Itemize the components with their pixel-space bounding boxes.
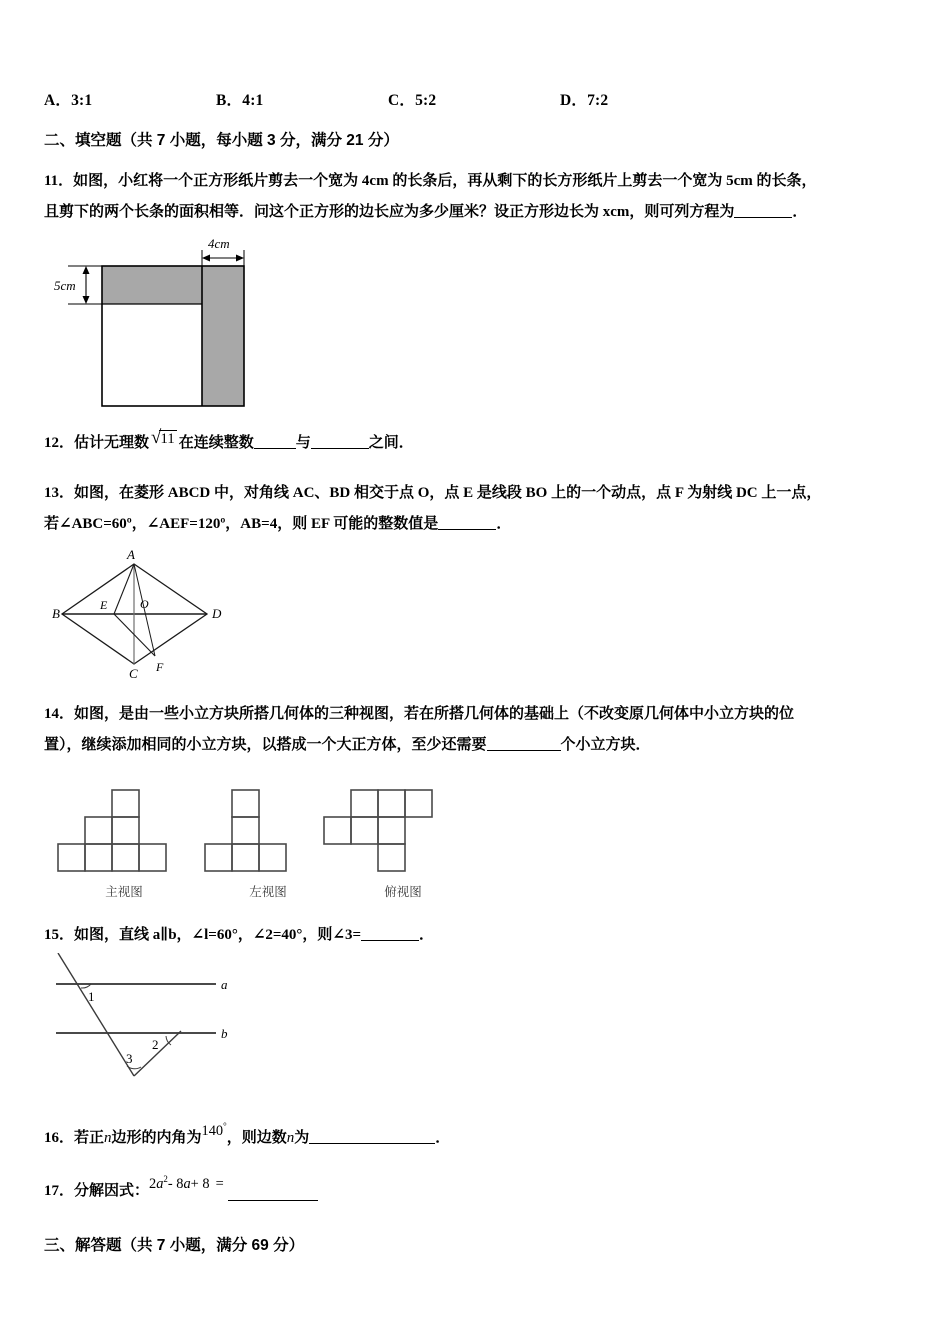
question-12-blank-2[interactable] [311, 433, 369, 448]
question-14-line-1: 14．如图，是由一些小立方块所搭几何体的三种视图，若在所搭几何体的基础上（不改变原几何体中小立方块的位 [44, 705, 795, 722]
line-label-a: a [221, 977, 228, 992]
question-12-mid: 在连续整数 [178, 434, 254, 451]
right-strip-shade [202, 266, 244, 406]
rhombus-diagram [52, 546, 302, 681]
vertex-label-c: C [129, 665, 138, 681]
expr-constant-term: + 8 [190, 1175, 210, 1192]
expr-exponent: 2 [163, 1173, 168, 1184]
question-15-answer-blank[interactable] [361, 926, 419, 941]
choice-row [44, 88, 916, 110]
choice-option-c[interactable]: C．5:2 [388, 92, 437, 109]
top-view-grid [324, 790, 432, 871]
question-13-line-1: 13．如图，在菱形 ABCD 中，对角线 AC、BD 相交于点 O，点 E 是线段 BO 上的一个动点，点 F 为射线 DC 上一点， [44, 485, 822, 502]
question-17-answer-blank[interactable] [228, 1183, 318, 1201]
expr-middle-term: - 8 [167, 1175, 184, 1192]
question-13-period: ． [496, 516, 512, 532]
angle-number: 140 [201, 1123, 224, 1139]
question-15-text: 15．如图，直线 a∥b，∠l=60°，∠2=40°，则∠3= [44, 927, 362, 944]
sqrt-symbol: √ [151, 426, 162, 448]
question-17 [44, 1170, 916, 1207]
choice-option-d[interactable]: D．7:2 [560, 92, 609, 109]
question-14 [44, 699, 916, 761]
vertex-label-b: B [52, 605, 60, 621]
question-16-suffix-b: 为 [294, 1130, 310, 1146]
parallel-lines-diagram [44, 953, 294, 1103]
question-16-variable-2: n [286, 1130, 295, 1146]
question-13 [44, 478, 916, 540]
question-15 [44, 920, 916, 951]
question-12-conjunction: 与 [295, 434, 311, 451]
question-16 [44, 1117, 916, 1154]
point-label-f: F [156, 659, 164, 674]
question-11-line-2-text: 且剪下的两个长条的面积相等．问这个正方形的边长应为多少厘米？设正方形边长为 xcm，则可列方程为 [44, 203, 735, 220]
sqrt-expression [151, 424, 177, 455]
angle-label-3: 3 [126, 1051, 133, 1066]
question-14-line-2-tail: 个小立方块． [560, 736, 651, 753]
question-15-figure [44, 953, 916, 1103]
square-strips-diagram [54, 238, 324, 418]
dim-arrowhead-left-top [202, 254, 210, 261]
caption-left-view: 左视图 [249, 885, 287, 900]
dim-arrowhead-bottom-left [83, 296, 90, 304]
caption-top-view: 俯视图 [384, 885, 422, 900]
question-14-line-2-text: 置），继续添加相同的小立方块，以搭成一个大正方体，至少还需要 [44, 736, 487, 753]
question-14-line-2 [44, 730, 916, 761]
question-11-line-1: 11．如图，小红将一个正方形纸片剪去一个宽为 4cm 的长条后，再从剩下的长方形纸片上剪去一个宽为 5cm 的长条， [44, 173, 817, 189]
vertex-label-a: A [127, 546, 135, 562]
question-11-line-2 [44, 197, 916, 228]
question-16-variable: n [104, 1130, 112, 1146]
left-view-grid [205, 790, 286, 871]
expr-coefficient: 2 [149, 1175, 157, 1192]
choice-option-a[interactable]: A．3:1 [44, 92, 93, 109]
section-header-fill-in-blank: 二、填空题（共 7 小题，每小题 3 分，满分 21 分） [44, 132, 399, 149]
question-13-line-2-text: 若∠ABC=60º，∠AEF=120º，AB=4，则 EF 可能的整数值是 [44, 516, 439, 532]
question-15-period: ． [419, 927, 435, 944]
question-12 [44, 424, 916, 459]
question-16-suffix-a: ，则边数 [226, 1130, 287, 1146]
question-13-figure [52, 546, 916, 681]
caption-front-view: 主视图 [105, 885, 143, 900]
dim-label-4cm: 4cm [208, 237, 230, 251]
expr-equals-sign: = [215, 1175, 224, 1192]
question-11 [44, 166, 916, 228]
question-17-prefix: 17．分解因式： [44, 1182, 150, 1199]
expr-variable-2: a [183, 1175, 191, 1192]
vertex-label-d: D [212, 605, 222, 621]
question-16-period: ． [435, 1130, 451, 1146]
question-16-mid: 边形的内角为 [111, 1130, 202, 1146]
point-label-e: E [100, 597, 108, 612]
expr-variable: a [156, 1175, 164, 1192]
sqrt-radicand: 11 [160, 430, 175, 447]
dim-label-5cm: 5cm [54, 277, 76, 293]
question-11-period: ． [792, 203, 808, 220]
front-view-grid [58, 790, 166, 871]
question-12-blank-1[interactable] [254, 433, 296, 448]
question-13-answer-blank[interactable] [438, 515, 496, 530]
question-14-figure [50, 770, 916, 900]
dim-arrowhead-right-top [236, 254, 244, 261]
question-12-prefix: 12．估计无理数 [44, 434, 150, 451]
dim-arrowhead-top-left [83, 266, 90, 274]
question-14-answer-blank[interactable] [487, 735, 561, 750]
question-11-answer-blank[interactable] [734, 203, 792, 218]
point-label-o: O [140, 596, 149, 611]
page-content [44, 88, 916, 1271]
choice-option-b[interactable]: B．4:1 [216, 92, 264, 109]
three-views-diagram [50, 770, 470, 880]
question-17-expression [149, 1170, 224, 1200]
question-16-angle-value [202, 1117, 227, 1147]
question-16-answer-blank[interactable] [309, 1129, 435, 1144]
question-13-line-2 [44, 509, 916, 540]
question-11-figure [54, 238, 916, 418]
angle-label-1: 1 [88, 989, 95, 1004]
section-header-answer-questions: 三、解答题（共 7 小题，满分 69 分） [44, 1236, 305, 1254]
line-label-b: b [221, 1026, 228, 1041]
question-16-prefix: 16．若正 [44, 1130, 105, 1146]
transversal-left-ray [58, 953, 134, 1076]
three-views-captions [50, 882, 916, 900]
degree-symbol: ° [223, 1121, 227, 1132]
question-12-suffix: 之间． [368, 434, 414, 451]
angle-label-2: 2 [152, 1037, 159, 1052]
